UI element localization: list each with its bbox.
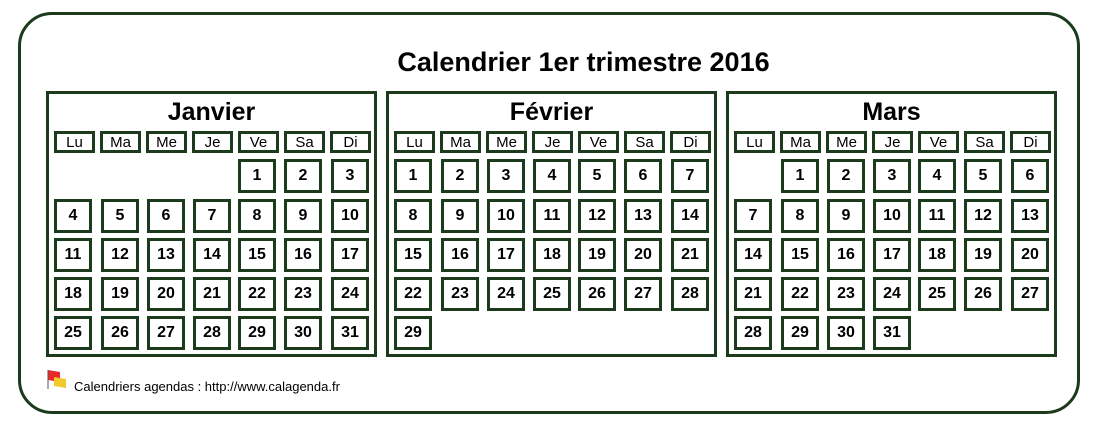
day-cell: 18 xyxy=(918,238,956,272)
footer-link-text[interactable]: Calendriers agendas : http://www.calagenda.fr xyxy=(74,378,340,394)
day-cell: 10 xyxy=(487,199,525,233)
weekday-header: Sa xyxy=(964,131,1005,153)
day-cell: 6 xyxy=(1011,159,1049,193)
weekday-header: Di xyxy=(330,131,371,153)
day-cell: 7 xyxy=(193,199,231,233)
day-cell: 9 xyxy=(284,199,322,233)
day-cell: 11 xyxy=(533,199,571,233)
day-cell: 21 xyxy=(193,277,231,311)
day-cell: 24 xyxy=(487,277,525,311)
day-cell: 10 xyxy=(331,199,369,233)
weekday-header: Je xyxy=(192,131,233,153)
day-cell: 5 xyxy=(101,199,139,233)
weekday-header: Me xyxy=(486,131,527,153)
day-cell: 18 xyxy=(54,277,92,311)
weekday-header: Ma xyxy=(780,131,821,153)
day-cell: 2 xyxy=(441,159,479,193)
day-cell: 13 xyxy=(1011,199,1049,233)
day-cell: 2 xyxy=(827,159,865,193)
day-cell: 15 xyxy=(781,238,819,272)
day-cell: 4 xyxy=(54,199,92,233)
day-cell: 24 xyxy=(873,277,911,311)
day-cell: 16 xyxy=(284,238,322,272)
day-cell: 23 xyxy=(284,277,322,311)
day-cell: 10 xyxy=(873,199,911,233)
day-cell: 4 xyxy=(533,159,571,193)
day-cell: 22 xyxy=(238,277,276,311)
day-cell: 28 xyxy=(193,316,231,350)
day-cell: 11 xyxy=(918,199,956,233)
day-cell: 31 xyxy=(331,316,369,350)
day-cell: 28 xyxy=(734,316,772,350)
weekday-header: Sa xyxy=(284,131,325,153)
day-cell: 16 xyxy=(827,238,865,272)
day-cell: 31 xyxy=(873,316,911,350)
day-cell: 30 xyxy=(284,316,322,350)
month-0 xyxy=(46,91,377,357)
weekday-header: Ve xyxy=(238,131,279,153)
day-cell: 6 xyxy=(624,159,662,193)
day-cell: 3 xyxy=(331,159,369,193)
day-cell: 7 xyxy=(734,199,772,233)
day-cell: 4 xyxy=(918,159,956,193)
day-cell: 28 xyxy=(671,277,709,311)
day-cell: 15 xyxy=(394,238,432,272)
day-cell: 22 xyxy=(781,277,819,311)
day-cell: 23 xyxy=(827,277,865,311)
day-cell: 17 xyxy=(331,238,369,272)
day-cell: 19 xyxy=(101,277,139,311)
day-cell: 21 xyxy=(734,277,772,311)
day-cell: 8 xyxy=(238,199,276,233)
weekday-header: Lu xyxy=(54,131,95,153)
day-cell: 27 xyxy=(1011,277,1049,311)
weekday-header: Di xyxy=(1010,131,1051,153)
day-cell: 11 xyxy=(54,238,92,272)
day-cell: 24 xyxy=(331,277,369,311)
day-cell: 5 xyxy=(578,159,616,193)
month-1 xyxy=(386,91,717,357)
day-cell: 17 xyxy=(873,238,911,272)
day-cell: 26 xyxy=(101,316,139,350)
weekday-header: Je xyxy=(872,131,913,153)
day-cell: 1 xyxy=(394,159,432,193)
day-cell: 14 xyxy=(671,199,709,233)
day-cell: 26 xyxy=(578,277,616,311)
day-cell: 29 xyxy=(238,316,276,350)
day-cell: 27 xyxy=(147,316,185,350)
day-cell: 17 xyxy=(487,238,525,272)
day-cell: 20 xyxy=(147,277,185,311)
day-cell: 13 xyxy=(147,238,185,272)
day-cell: 12 xyxy=(578,199,616,233)
day-cell: 8 xyxy=(781,199,819,233)
page-title: Calendrier 1er trimestre 2016 xyxy=(397,47,770,77)
weekday-header: Lu xyxy=(394,131,435,153)
day-cell: 23 xyxy=(441,277,479,311)
weekday-header: Ma xyxy=(100,131,141,153)
footer xyxy=(46,368,340,394)
day-cell: 21 xyxy=(671,238,709,272)
day-cell: 12 xyxy=(964,199,1002,233)
day-cell: 16 xyxy=(441,238,479,272)
weekday-header: Me xyxy=(826,131,867,153)
day-cell: 1 xyxy=(781,159,819,193)
day-cell: 25 xyxy=(533,277,571,311)
flag-icon xyxy=(46,368,68,390)
day-cell: 7 xyxy=(671,159,709,193)
day-cell: 26 xyxy=(964,277,1002,311)
day-cell: 9 xyxy=(441,199,479,233)
day-cell: 29 xyxy=(394,316,432,350)
weekday-header: Sa xyxy=(624,131,665,153)
day-cell: 3 xyxy=(873,159,911,193)
day-cell: 9 xyxy=(827,199,865,233)
day-cell: 8 xyxy=(394,199,432,233)
day-cell: 29 xyxy=(781,316,819,350)
month-name: Mars xyxy=(862,98,921,126)
weekday-header: Lu xyxy=(734,131,775,153)
day-cell: 5 xyxy=(964,159,1002,193)
day-cell: 14 xyxy=(193,238,231,272)
day-cell: 20 xyxy=(1011,238,1049,272)
day-cell: 27 xyxy=(624,277,662,311)
day-cell: 20 xyxy=(624,238,662,272)
day-cell: 14 xyxy=(734,238,772,272)
weekday-header: Me xyxy=(146,131,187,153)
day-cell: 3 xyxy=(487,159,525,193)
weekday-header: Ve xyxy=(578,131,619,153)
day-cell: 2 xyxy=(284,159,322,193)
day-cell: 18 xyxy=(533,238,571,272)
day-cell: 19 xyxy=(578,238,616,272)
weekday-header: Ma xyxy=(440,131,481,153)
day-cell: 6 xyxy=(147,199,185,233)
day-cell: 22 xyxy=(394,277,432,311)
month-name: Février xyxy=(509,98,594,126)
weekday-header: Di xyxy=(670,131,711,153)
month-name: Janvier xyxy=(167,98,256,126)
weekday-header: Ve xyxy=(918,131,959,153)
day-cell: 13 xyxy=(624,199,662,233)
day-cell: 19 xyxy=(964,238,1002,272)
weekday-header: Je xyxy=(532,131,573,153)
day-cell: 25 xyxy=(54,316,92,350)
day-cell: 25 xyxy=(918,277,956,311)
day-cell: 1 xyxy=(238,159,276,193)
day-cell: 12 xyxy=(101,238,139,272)
day-cell: 15 xyxy=(238,238,276,272)
day-cell: 30 xyxy=(827,316,865,350)
month-2 xyxy=(726,91,1057,357)
